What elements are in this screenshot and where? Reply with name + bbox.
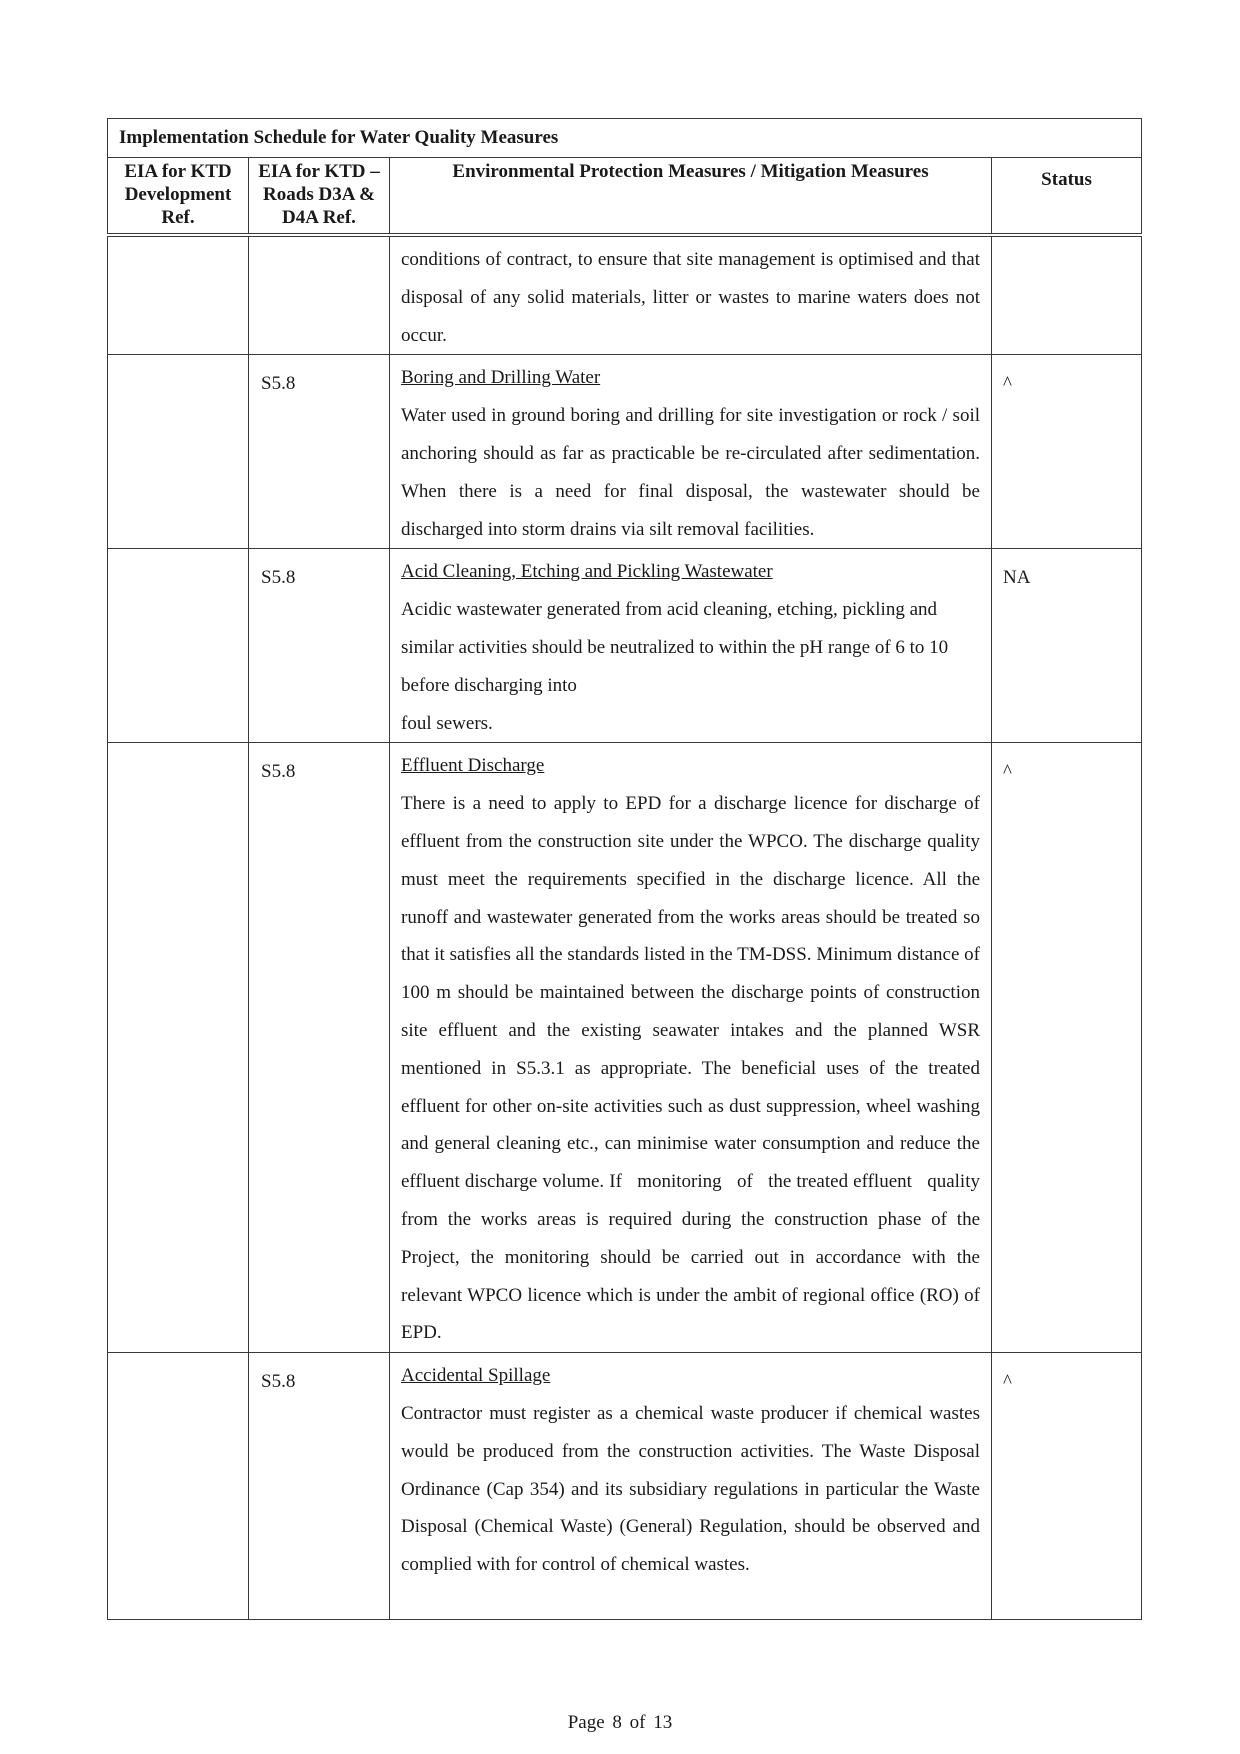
roads-ref-cell: S5.8	[249, 355, 390, 549]
water-quality-measures-table	[107, 118, 1142, 1620]
measure-cell	[390, 549, 992, 743]
header-ktd-development-ref: EIA for KTD Development Ref.	[108, 158, 249, 236]
measure-cell	[390, 235, 992, 355]
ktd-ref-cell	[108, 743, 249, 1353]
ktd-ref-cell	[108, 355, 249, 549]
roads-ref-cell: S5.8	[249, 743, 390, 1353]
table-header-row	[108, 158, 1142, 236]
measure-heading: Acid Cleaning, Etching and Pickling Wastewater	[401, 561, 773, 583]
measure-body: Acidic wastewater generated from acid cleaning, etching, pickling and similar activities should be neutralized to within the pH range of 6 to 10 before discharging into	[401, 599, 949, 696]
table-row	[108, 549, 1142, 743]
ktd-ref-cell	[108, 549, 249, 743]
measure-heading: Boring and Drilling Water	[401, 367, 601, 389]
status-cell: ^	[992, 743, 1142, 1353]
table-row	[108, 235, 1142, 355]
measure-body: There is a need to apply to EPD for a discharge licence for discharge of effluent from the construction site under the WPCO. The discharge quality must meet the requirements specified in the discharge licence. All the runoff and wastewater generated from the works areas should be treated so that it satisfies all the standards listed in the TM-DSS. Minimum distance of 100 m should be maintained between the discharge points of construction site effluent and the existing seawater intakes and the planned WSR mentioned in S5.3.1 as appropriate. The beneficial uses of the treated effluent for other on-site activities such as dust suppression, wheel washing and general cleaning etc., can minimise water consumption and reduce the effluent discharge volume. If monitoring of the treated effluent quality from the works areas is required during the construction phase of the Project, the monitoring should be carried out in accordance with the relevant WPCO licence which is under the ambit of regional office (RO) of EPD.	[401, 793, 995, 1344]
table-row	[108, 743, 1142, 1353]
header-status	[992, 158, 1142, 236]
status-cell: NA	[992, 549, 1142, 743]
ktd-ref-cell	[108, 1353, 249, 1620]
page-number: Page 8 of 13	[567, 1712, 673, 1733]
measure-body-tail: foul sewers.	[401, 712, 493, 734]
roads-ref-cell: S5.8	[249, 1353, 390, 1620]
table-row	[108, 355, 1142, 549]
roads-ref-cell	[249, 235, 390, 355]
table-title-row	[108, 119, 1142, 158]
header-roads-ref: EIA for KTD – Roads D3A & D4A Ref.	[249, 158, 390, 236]
status-cell: ^	[992, 1353, 1142, 1620]
roads-ref-cell: S5.8	[249, 549, 390, 743]
measure-body: Water used in ground boring and drilling for site investigation or rock / soil anchoring should as far as practicable be re-circulated after sedimentation. When there is a need for final disposal, the wastewater should be discharged into storm drains via silt removal facilities.	[401, 405, 980, 540]
measure-cell	[390, 743, 995, 1353]
measure-heading: Accidental Spillage	[401, 1365, 551, 1387]
ktd-ref-cell	[108, 235, 249, 355]
table-row	[108, 1353, 1142, 1620]
status-cell	[992, 235, 1142, 355]
measure-body: Contractor must register as a chemical waste producer if chemical wastes would be produced from the construction activities. The Waste Disposal Ordinance (Cap 354) and its subsidiary regulations in particular the Waste Disposal (Chemical Waste) (General) Regulation, should be observed and complied with for control of chemical wastes.	[401, 1402, 980, 1576]
header-measures: Environmental Protection Measures / Mitigation Measures	[390, 158, 992, 236]
table-title: Implementation Schedule for Water Quality Measures	[108, 119, 1142, 158]
status-cell: ^	[992, 355, 1142, 549]
measure-cell	[390, 1353, 992, 1620]
header-status-label: Status	[1041, 169, 1092, 190]
measure-body: conditions of contract, to ensure that site management is optimised and that disposal of any solid materials, litter or wastes to marine waters does not occur.	[401, 249, 980, 346]
measure-heading: Effluent Discharge	[401, 755, 545, 777]
measure-cell	[390, 355, 992, 549]
